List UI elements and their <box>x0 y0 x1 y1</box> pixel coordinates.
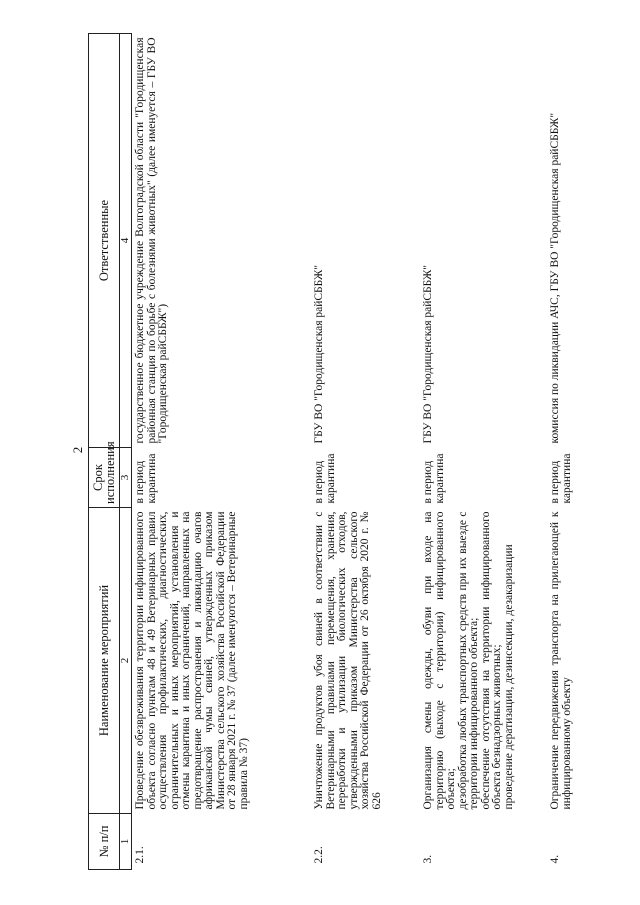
row-measure: Ограничение передвижения транспорта на прилегающей к инфицированному объекту <box>549 511 573 810</box>
row-number: 2.1. <box>134 846 146 864</box>
measures-table <box>88 33 590 870</box>
row-number: 3. <box>422 854 434 864</box>
row-responsible: ГБУ ВО "Городищенская райСББЖ" <box>313 265 325 444</box>
measures-table-container <box>88 34 578 870</box>
row-responsible: государственное бюджетное учреждение Волгоградской области "Городищенская районная станция по борьбе с болезнями животных" (далее именуется – ГБУ ВО "Городищенская райСББЖ") <box>134 37 169 444</box>
row-term: в период карантина <box>549 453 573 504</box>
header-responsible: Ответственные <box>89 34 120 448</box>
page-number: 2 <box>70 446 85 454</box>
row-number: 2.2. <box>313 846 325 864</box>
table-index-row <box>120 34 132 870</box>
row-responsible: комиссия по ликвидации АЧС, ГБУ ВО "Городищенская райСББЖ" <box>549 112 561 444</box>
row-measure <box>420 508 547 814</box>
row-measure: Проведение обезвреживания территории инфицированного объекта согласно пунктам 48 и 49 Ветеринарных правил осуществления профилактических, диагностических, ограничительных и иных мероприятий, установления и отмены карантина и иных ограничений, направленных на предотвращение распространения и ликвидацию очагов африканской чумы свиней, утвержденных приказом Министерства сельского хозяйства Российской Федерации от 28 января 2021 г. № 37 (далее именуются – Ветеринарные правила № 37) <box>134 511 250 810</box>
table-row <box>311 34 420 870</box>
row-number: 4. <box>549 854 561 864</box>
header-term: Срок исполнения <box>89 448 120 508</box>
row-term: в период карантина <box>313 453 337 504</box>
measure-line: дезобработка любых транспортных средств при их выезде с территории инфицированного объекта; <box>456 511 480 810</box>
measure-line: обеспечение отсутствия на территории инфицированного объекта безнадзорных животных; <box>479 511 503 810</box>
row-measure: Уничтожение продуктов убоя свиней в соответствии с Ветеринарными правилами перемещения, хранения, переработки и утилизации биологических отходов, утвержденными приказом Министерства сельского хозяйства Российской Федерации от 26 октября 2020 г. № 626 <box>313 511 383 810</box>
table-row <box>547 34 590 870</box>
header-index-4: 4 <box>120 34 132 448</box>
header-index-2: 2 <box>120 508 132 814</box>
header-index-3: 3 <box>120 448 132 508</box>
measure-line: Организация смены одежды, обуви при входе на территорию (выходе с территории) инфицированного объекта; <box>422 511 457 810</box>
table-row <box>420 34 547 870</box>
table-header-row <box>89 34 120 870</box>
header-index-1: 1 <box>120 814 132 870</box>
row-term: в период карантина <box>422 453 446 504</box>
measure-line: проведение дератизации, дезинсекции, дезакаризации <box>502 544 515 810</box>
row-term: в период карантина <box>134 453 158 504</box>
header-measures: Наименование мероприятий <box>89 508 120 814</box>
header-number: № п/п <box>89 814 120 870</box>
row-responsible: ГБУ ВО "Городищенская райСББЖ" <box>422 265 434 444</box>
table-row <box>132 34 312 870</box>
